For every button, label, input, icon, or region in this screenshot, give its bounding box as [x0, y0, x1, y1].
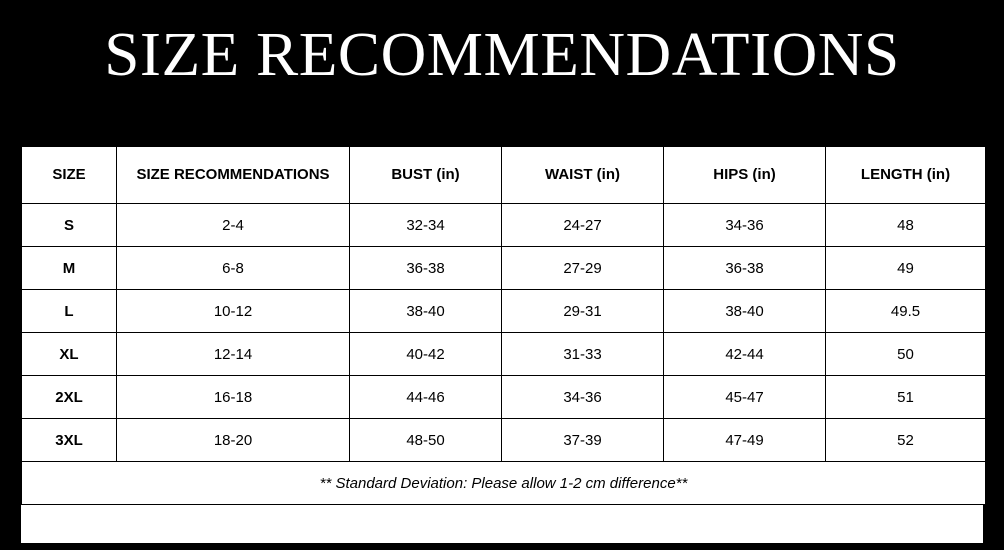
cell-size-recommendation: 12-14 [117, 333, 350, 376]
cell-waist: 34-36 [502, 376, 664, 419]
cell-size-recommendation: 6-8 [117, 247, 350, 290]
cell-length: 49.5 [826, 290, 986, 333]
banner [0, 0, 1004, 110]
table-row [22, 204, 986, 247]
cell-waist: 24-27 [502, 204, 664, 247]
cell-waist: 29-31 [502, 290, 664, 333]
column-header-hips: HIPS (in) [664, 147, 826, 204]
column-header-size: SIZE [22, 147, 117, 204]
cell-size: L [22, 290, 117, 333]
cell-size: 2XL [22, 376, 117, 419]
cell-size-recommendation: 16-18 [117, 376, 350, 419]
cell-length: 52 [826, 419, 986, 462]
table-row [22, 247, 986, 290]
cell-size: XL [22, 333, 117, 376]
table-header [22, 147, 986, 204]
cell-hips: 47-49 [664, 419, 826, 462]
standard-deviation-note: ** Standard Deviation: Please allow 1-2 cm difference** [22, 462, 986, 505]
cell-bust: 44-46 [350, 376, 502, 419]
cell-hips: 36-38 [664, 247, 826, 290]
cell-hips: 34-36 [664, 204, 826, 247]
cell-size: 3XL [22, 419, 117, 462]
cell-hips: 38-40 [664, 290, 826, 333]
cell-size-recommendation: 10-12 [117, 290, 350, 333]
cell-size-recommendation: 2-4 [117, 204, 350, 247]
table-body [22, 204, 986, 505]
column-header-bust: BUST (in) [350, 147, 502, 204]
cell-length: 50 [826, 333, 986, 376]
cell-bust: 40-42 [350, 333, 502, 376]
cell-size-recommendation: 18-20 [117, 419, 350, 462]
size-chart-table [21, 146, 986, 505]
column-header-size-recommendations: SIZE RECOMMENDATIONS [117, 147, 350, 204]
table-row [22, 333, 986, 376]
table-note-row [22, 462, 986, 505]
cell-hips: 42-44 [664, 333, 826, 376]
cell-length: 48 [826, 204, 986, 247]
cell-length: 51 [826, 376, 986, 419]
table-row [22, 419, 986, 462]
size-chart-sheet [20, 145, 984, 544]
column-header-length: LENGTH (in) [826, 147, 986, 204]
sheet-footer-space [21, 505, 983, 543]
cell-size: M [22, 247, 117, 290]
page-title: SIZE RECOMMENDATIONS [104, 21, 900, 89]
cell-bust: 48-50 [350, 419, 502, 462]
cell-bust: 32-34 [350, 204, 502, 247]
cell-waist: 37-39 [502, 419, 664, 462]
cell-hips: 45-47 [664, 376, 826, 419]
cell-size: S [22, 204, 117, 247]
cell-length: 49 [826, 247, 986, 290]
table-header-row [22, 147, 986, 204]
cell-bust: 38-40 [350, 290, 502, 333]
cell-waist: 31-33 [502, 333, 664, 376]
table-row [22, 290, 986, 333]
table-row [22, 376, 986, 419]
cell-bust: 36-38 [350, 247, 502, 290]
cell-waist: 27-29 [502, 247, 664, 290]
column-header-waist: WAIST (in) [502, 147, 664, 204]
